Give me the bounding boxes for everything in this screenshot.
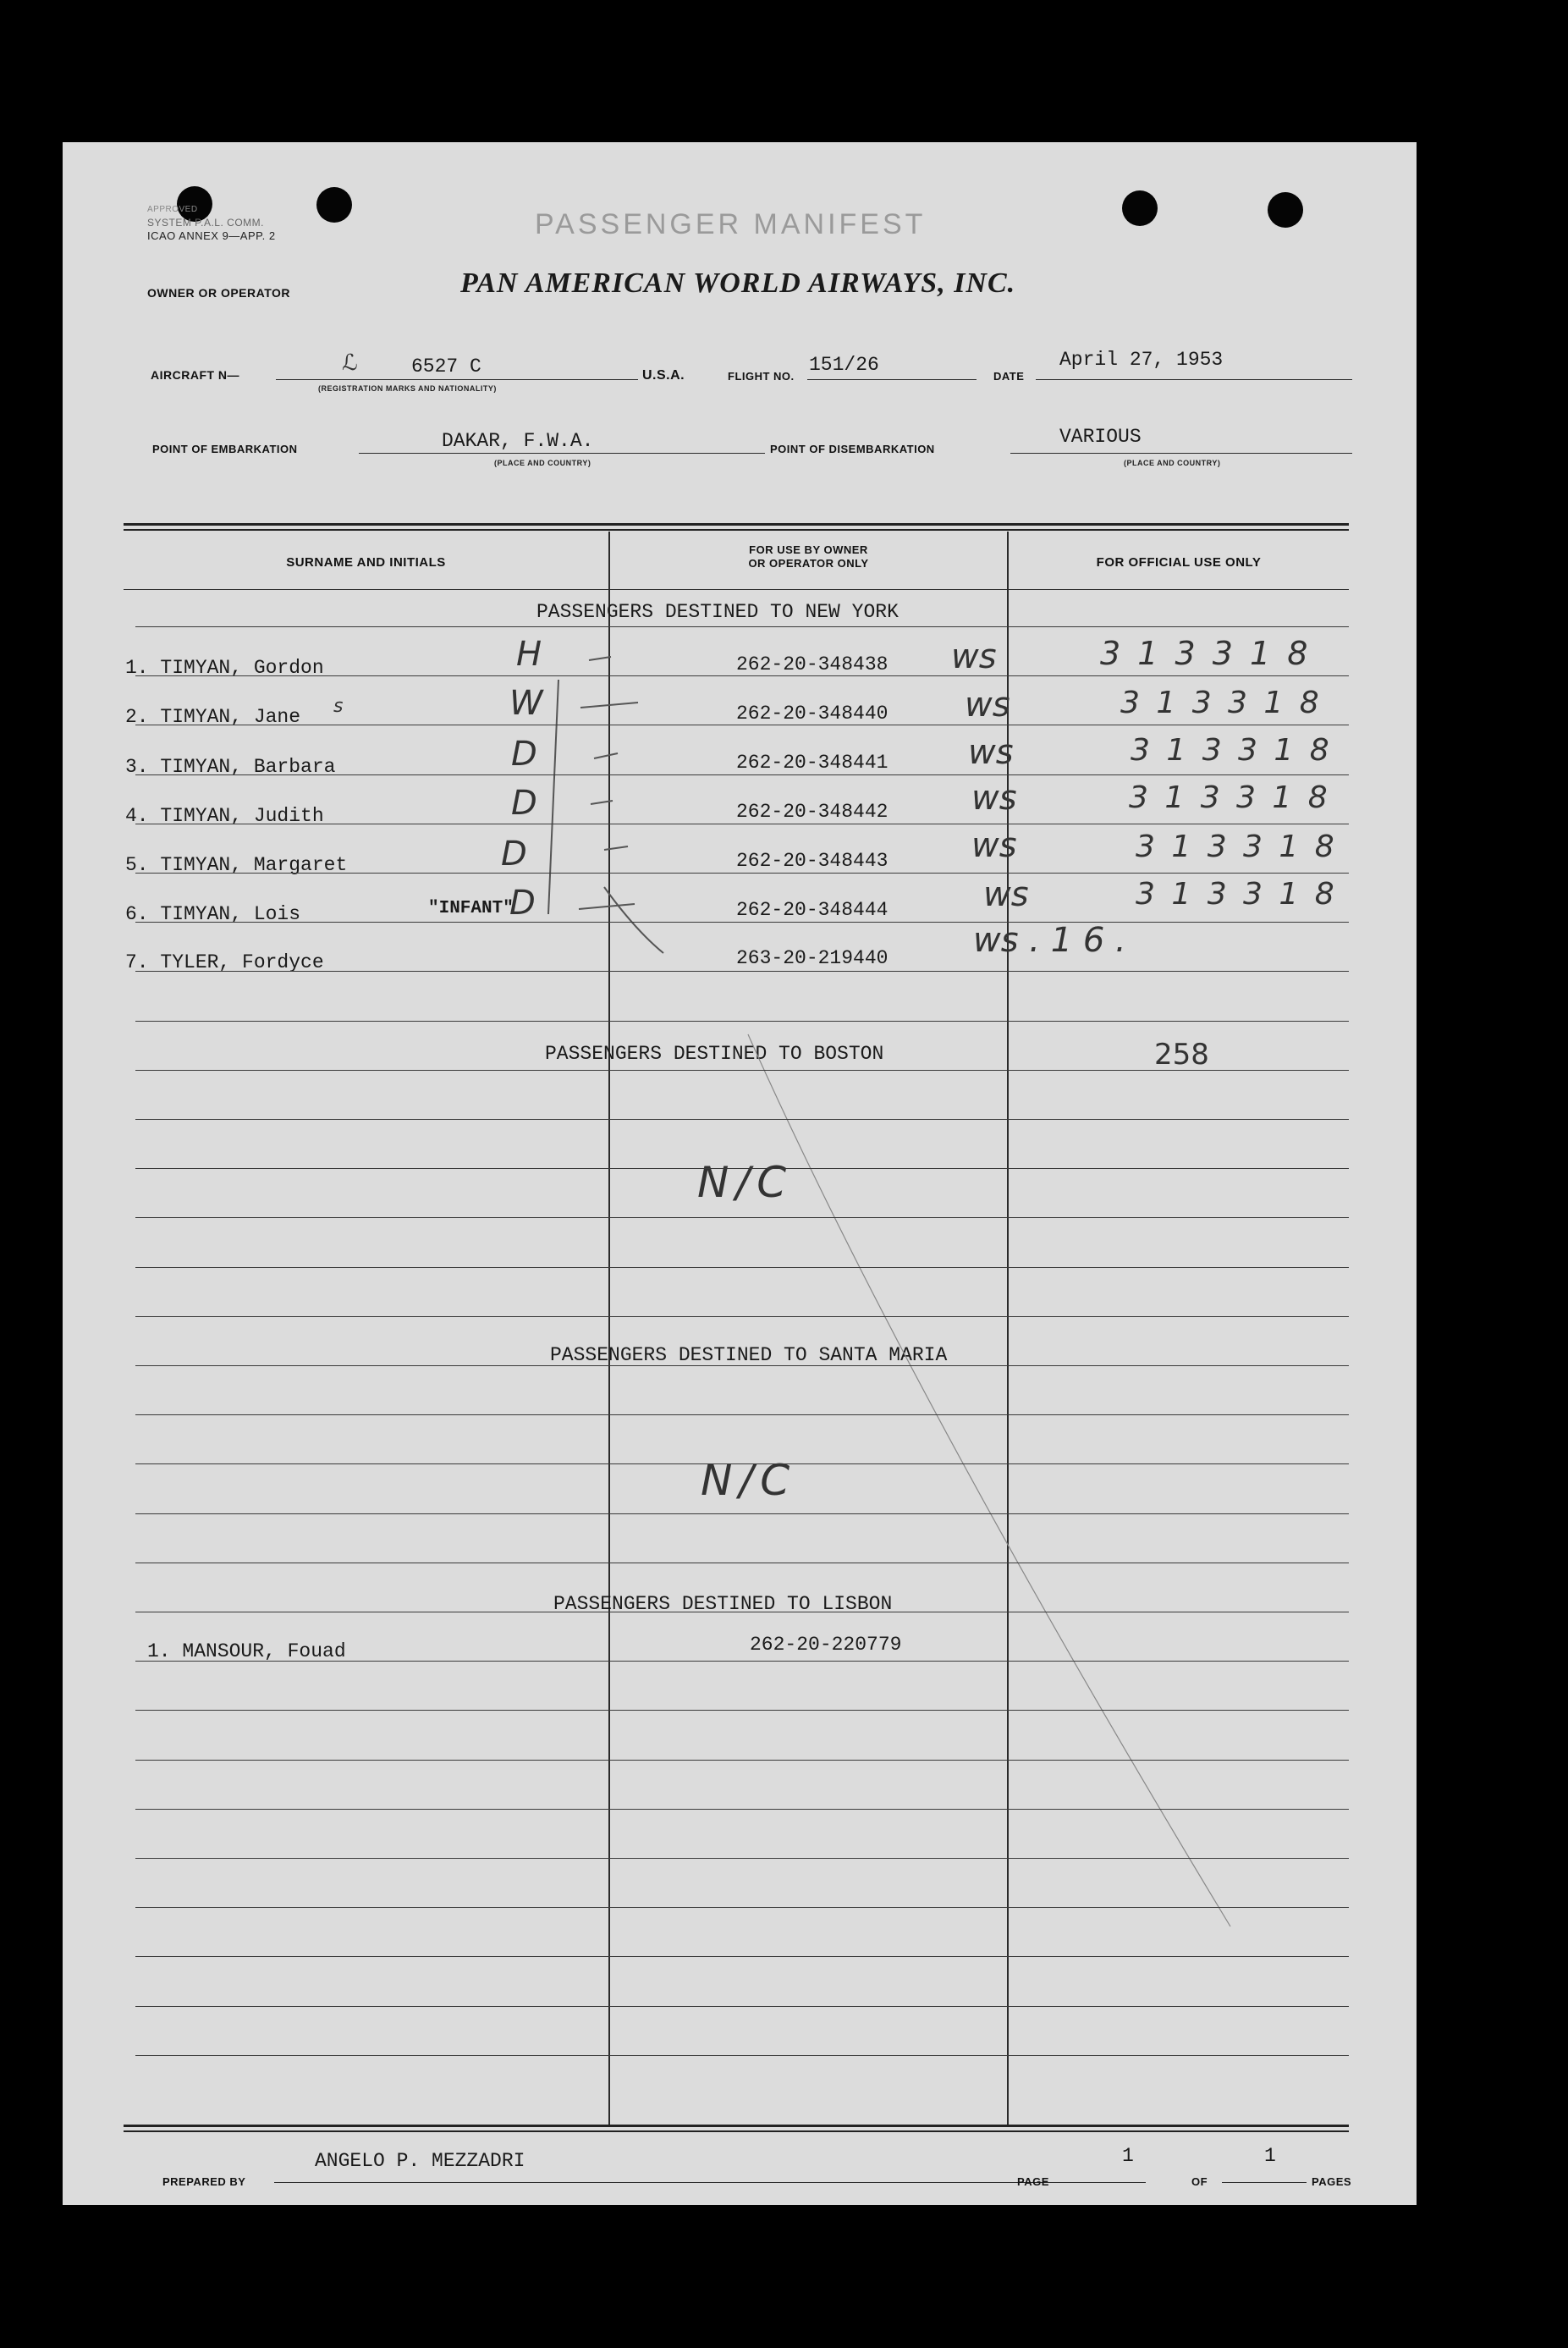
owner-label: OWNER OR OPERATOR — [147, 286, 290, 300]
handwritten-ws: ws — [971, 826, 1017, 865]
handwritten-ws: ws . 1 6 . — [973, 921, 1126, 960]
section-heading-lisbon: PASSENGERS DESTINED TO LISBON — [553, 1593, 893, 1615]
ruled-line — [135, 1316, 1349, 1317]
handwritten-ws: ws — [965, 686, 1010, 725]
ticket-number: 262-20-348438 — [736, 653, 889, 675]
infant-note: "INFANT" — [428, 899, 514, 918]
approval-line: ICAO ANNEX 9—APP. 2 — [147, 229, 276, 242]
handwritten-code: 3 1 3 3 1 8 — [1136, 877, 1338, 912]
check-mark — [579, 904, 635, 909]
flight-label: FLIGHT NO. — [728, 370, 795, 383]
passenger-name: 5. TIMYAN, Margaret — [125, 854, 348, 876]
handwritten-ws: ws — [971, 779, 1017, 818]
bracket-stroke — [548, 680, 558, 914]
ruled-line — [135, 2055, 1349, 2056]
section-heading-new-york: PASSENGERS DESTINED TO NEW YORK — [536, 601, 899, 623]
ruled-line — [135, 922, 1349, 923]
disembark-label: POINT OF DISEMBARKATION — [770, 443, 935, 455]
disembark-value: VARIOUS — [1059, 426, 1142, 448]
owner-value: PAN AMERICAN WORLD AIRWAYS, INC. — [460, 267, 1016, 299]
ruled-line — [135, 626, 1349, 627]
aircraft-sub-label: (REGISTRATION MARKS AND NATIONALITY) — [318, 384, 497, 393]
handwritten-nil: N/C — [697, 1158, 794, 1207]
passenger-name: 1. MANSOUR, Fouad — [147, 1640, 346, 1662]
handwritten-number: 258 — [1154, 1038, 1209, 1072]
handwritten-ws: ws — [968, 733, 1014, 772]
ruled-line — [135, 1414, 1349, 1415]
check-mark — [604, 846, 628, 850]
check-mark — [589, 657, 611, 660]
passenger-name: 1. TIMYAN, Gordon — [125, 657, 324, 679]
handwritten-check-marks — [548, 657, 663, 953]
handwritten-code: 3 1 3 3 1 8 — [1131, 733, 1333, 768]
ruled-line — [135, 1956, 1349, 1957]
handwritten-code: 3 1 3 3 1 8 — [1120, 686, 1323, 720]
ruled-line — [135, 1365, 1349, 1366]
date-value: April 27, 1953 — [1059, 349, 1224, 371]
ticket-number: 262-20-220779 — [750, 1634, 902, 1656]
page-title: PASSENGER MANIFEST — [535, 208, 927, 240]
passenger-name: 7. TYLER, Fordyce — [125, 951, 324, 973]
approval-line: APPROVED — [147, 205, 198, 214]
handwritten-mark: D — [511, 735, 537, 774]
pages-label: PAGES — [1312, 2175, 1352, 2188]
ticket-number: 262-20-348441 — [736, 752, 889, 774]
check-mark — [580, 703, 638, 708]
ruled-line — [135, 1710, 1349, 1711]
ruled-line — [135, 1907, 1349, 1908]
ruled-line — [135, 873, 1349, 874]
prepared-value: ANGELO P. MEZZADRI — [315, 2150, 525, 2172]
handwritten-ws: ws — [983, 875, 1029, 914]
column-header-surname: SURNAME AND INITIALS — [286, 555, 446, 570]
date-label: DATE — [993, 370, 1025, 383]
of-label: OF — [1191, 2175, 1208, 2188]
column-header-owner-use-1: FOR USE BY OWNER — [749, 543, 868, 556]
pencil-strokes — [63, 142, 1417, 2205]
passenger-name: 4. TIMYAN, Judith — [125, 805, 324, 827]
ruled-line — [135, 1070, 1349, 1071]
check-mark — [594, 753, 618, 758]
handwritten-mark: H — [516, 635, 542, 674]
embark-sub-label: (PLACE AND COUNTRY) — [494, 459, 591, 467]
ruled-line — [135, 1513, 1349, 1514]
of-value: 1 — [1264, 2145, 1276, 2167]
check-mark — [591, 801, 613, 804]
ruled-line — [135, 1661, 1349, 1662]
ruled-line — [135, 1021, 1349, 1022]
passenger-name: 3. TIMYAN, Barbara — [125, 756, 336, 778]
aircraft-mark: ℒ — [342, 350, 358, 376]
aircraft-value: 6527 C — [411, 356, 481, 378]
prepared-label: PREPARED BY — [162, 2175, 246, 2188]
handwritten-mark: D — [501, 835, 527, 874]
ruled-line — [135, 1168, 1349, 1169]
ticket-number: 262-20-348440 — [736, 703, 889, 725]
approval-line: SYSTEM P.A.L. COMM. — [147, 217, 264, 229]
embark-label: POINT OF EMBARKATION — [152, 443, 298, 455]
handwritten-mark: W — [509, 684, 543, 723]
handwritten-mark: D — [511, 784, 537, 823]
ruled-line — [135, 1267, 1349, 1268]
ruled-line — [135, 1809, 1349, 1810]
handwritten-mark: D — [509, 884, 536, 923]
page-label: PAGE — [1017, 2175, 1049, 2188]
ruled-line — [135, 2006, 1349, 2007]
section-heading-santa-maria: PASSENGERS DESTINED TO SANTA MARIA — [550, 1344, 948, 1366]
column-header-official: FOR OFFICIAL USE ONLY — [1096, 555, 1262, 570]
ruled-line — [135, 675, 1349, 676]
handwritten-ws: ws — [951, 637, 997, 676]
page-value: 1 — [1122, 2145, 1134, 2167]
passenger-name: 2. TIMYAN, Jane — [125, 706, 301, 728]
ticket-number: 262-20-348443 — [736, 850, 889, 872]
usa-label: U.S.A. — [642, 368, 685, 383]
bracket-stroke — [604, 887, 663, 953]
handwritten-nil: N/C — [701, 1456, 797, 1505]
aircraft-label: AIRCRAFT N— — [151, 368, 240, 382]
handwritten-code: 3 1 3 3 1 8 — [1129, 780, 1331, 815]
handwritten-code: 3 1 3 3 1 8 — [1136, 830, 1338, 864]
ruled-line — [135, 1463, 1349, 1464]
ruled-line — [135, 774, 1349, 775]
handwritten-mark: s — [333, 696, 344, 717]
ticket-number: 262-20-348444 — [736, 899, 889, 921]
ruled-line — [135, 971, 1349, 972]
column-header-owner-use-2: OR OPERATOR ONLY — [748, 557, 869, 570]
manifest-sheet — [63, 142, 1417, 2205]
handwritten-code: 3 1 3 3 1 8 — [1100, 635, 1312, 672]
ruled-line — [135, 1119, 1349, 1120]
ticket-number: 262-20-348442 — [736, 801, 889, 823]
section-heading-boston: PASSENGERS DESTINED TO BOSTON — [545, 1043, 884, 1065]
passenger-name: 6. TIMYAN, Lois — [125, 903, 301, 925]
ruled-line — [135, 1858, 1349, 1859]
embark-value: DAKAR, F.W.A. — [442, 430, 594, 452]
ticket-number: 263-20-219440 — [736, 947, 889, 969]
ruled-line — [135, 1217, 1349, 1218]
ruled-line — [135, 1760, 1349, 1761]
flight-value: 151/26 — [809, 354, 879, 376]
disembark-sub-label: (PLACE AND COUNTRY) — [1124, 459, 1221, 467]
